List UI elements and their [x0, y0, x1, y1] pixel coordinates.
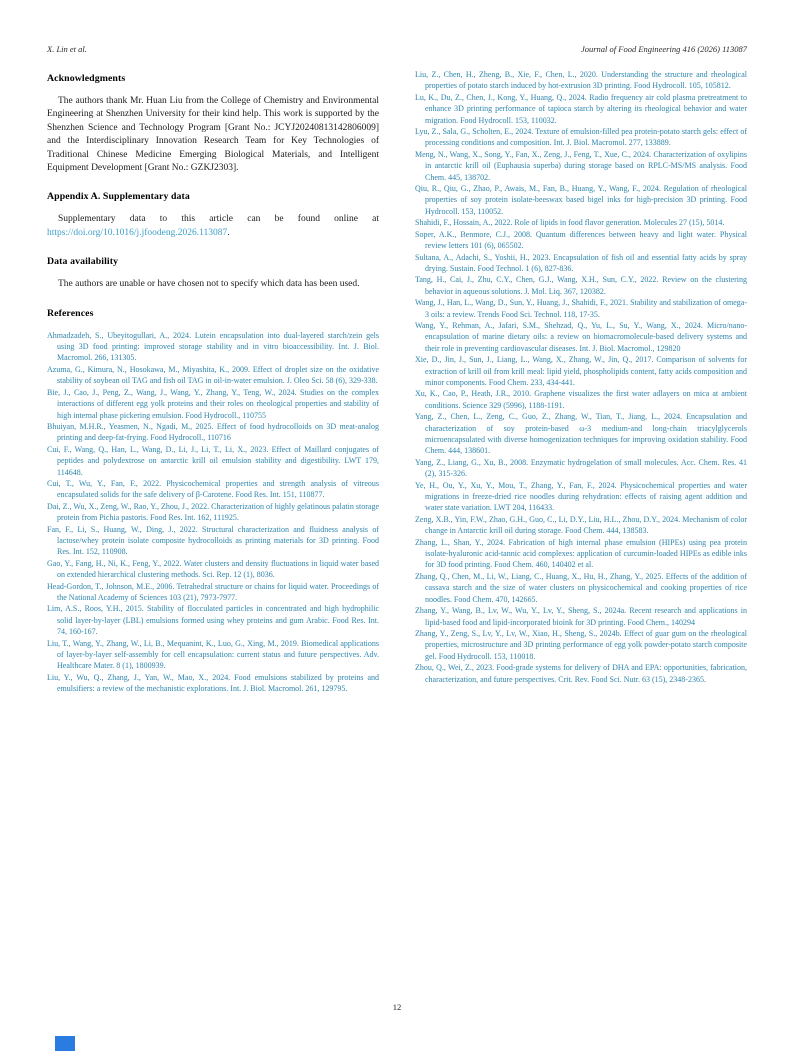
reference-entry: Bie, J., Cao, J., Peng, Z., Wang, J., Wang, Y., Zhang, Y., Teng, W., 2024. Studies on the complex interactions of different egg yolk proteins and their roles on rheological properties and stability of high internal phase pickering emulsion. Food Hydrocoll., 110755 [47, 387, 379, 420]
reference-entry: Zhang, L., Shan, Y., 2024. Fabrication of high internal phase emulsion (HIPEs) using pea protein isolate-hyaluronic acid-tannic acid complexes: application of curcumin-loaded HIPEs as edible inks for 3D food printing. Food Chem. 460, 140402 et al. [415, 537, 747, 570]
appendix-heading: Appendix A. Supplementary data [47, 191, 190, 203]
acknowledgments-heading: Acknowledgments [47, 73, 126, 84]
left-column [47, 64, 379, 695]
reference-entry: Xie, D., Jin, J., Sun, J., Liang, L., Wang, X., Zhang, W., Jin, Q., 2017. Comparison of solvents for extraction of krill oil from krill meal: lipid yield, phospholipids content, fatty acids composition and minor components. Food Chem. 233, 434-441. [415, 355, 747, 387]
reference-entry: Lyu, Z., Sala, G., Scholten, E., 2024. Texture of emulsion-filled pea protein-potato starch gels: effect of processing conditions and composition. Int. J. Biol. Macromol. 277, 133889. [415, 127, 747, 148]
reference-entry: Dai, Z., Wu, X., Zeng, W., Rao, Y., Zhou, J., 2022. Characterization of highly gelatinous palatin storage protein from Pichia pastoris. Food Res. Int. 162, 111925. [47, 501, 379, 523]
reference-entry: Xu, K., Cao, P., Heath, J.R., 2010. Graphene visualizes the first water adlayers on mica at ambient conditions. Science 329 (5996), 1188-1191. [415, 389, 747, 410]
reference-entry: Yang, Z., Liang, G., Xu, B., 2008. Enzymatic hydrogelation of small molecules. Acc. Chem. Res. 41 (2), 315-326. [415, 457, 747, 479]
reference-entry: Wang, Y., Rehman, A., Jafari, S.M., Shehzad, Q., Yu, L., Su, Y., Wang, X., 2024. Micro/nano-encapsulation of marine dietary oils: a review on biomacromolecule-based delivery systems and their role in preventing cardiovascular diseases. Int. J. Biol. Macromol., 129820 [415, 320, 747, 353]
reference-entry: Wang, J., Han, L., Wang, D., Sun, Y., Huang, J., Shahidi, F., 2021. Stability and stabilization of omega-3 oils: a review. Trends Food Sci. Technol. 118, 17-35. [415, 298, 747, 319]
appendix-text-prefix: Supplementary data to this article can be found online at [58, 214, 379, 225]
doi-link[interactable]: https://doi.org/10.1016/j.jfoodeng.2026.113087 [47, 227, 228, 238]
reference-entry: Sultana, A., Adachi, S., Yoshii, H., 2023. Encapsulation of fish oil and essential fatty acids by spray drying. Sustain. Food Technol. 1 (6), 827-836. [415, 252, 747, 273]
reference-entry: Zhang, Y., Zeng, S., Lv, Y., Lv, W., Xiao, H., Sheng, S., 2024b. Effect of guar gum on the rheological properties, microstructure and 3D printing performance of egg yolk powder-potato starch composite gel. Food Hydrocoll. 153, 110018. [415, 628, 747, 661]
reference-entry: Bhuiyan, M.H.R., Yeasmen, N., Ngadi, M., 2025. Effect of food hydrocolloids on 3D meat-analog printing and deep-fat-frying. Food Hydrocoll., 110716 [47, 421, 379, 443]
page-content [47, 64, 747, 695]
reference-entry: Meng, N., Wang, X., Song, Y., Fan, X., Zeng, J., Feng, T., Xue, C., 2024. Characterization of oxylipins in antarctic krill oil (Euphausia superba) during storage based on RPLC-MS/MS analysis. Food Chem. 445, 138702. [415, 149, 747, 182]
acknowledgments-text: The authors thank Mr. Huan Liu from the College of Chemistry and Environmental Engineering at Shenzhen University for their kind help. This work is supported by the Shenzhen Science and Technology Program [Grant No.: JCYJ20240813142806009] and the Interdisciplinary Innovation Research Team for Key Technologies of Traditional Chinese Medicine Emerging Biological Materials, and Intelligent Equipment Development [Grant No.: GZKJ2303]. [47, 96, 379, 174]
reference-list-right [415, 69, 747, 685]
reference-entry: Lim, A.S., Roos, Y.H., 2015. Stability of flocculated particles in concentrated and high hydrophilic solid layer-by-layer (LBL) emulsions formed using whey proteins and gum Arabic. Food Res. Int. 74, 160-167. [47, 604, 379, 637]
running-header [47, 44, 747, 54]
reference-entry: Ahmadzadeh, S., Ubeyitogullari, A., 2024. Lutein encapsulation into dual-layered starch/zein gels using 3D food printing: improved storage stability and in vitro bioaccessibility. Int. J. Biol. Macromol. 266, 131305. [47, 330, 379, 363]
data-availability-heading: Data availability [47, 256, 119, 268]
reference-entry: Liu, T., Wang, Y., Zhang, W., Li, B., Mequanint, K., Luo, G., Xing, M., 2019. Biomedical applications of layer-by-layer self-assembly for cell encapsulation: current status and future perspectives. Adv. Healthcare Mater. 8 (1), 1800939. [47, 638, 379, 671]
references-heading: References [47, 307, 94, 319]
reference-entry: Zhang, Y., Wang, B., Lv, W., Wu, Y., Lv, Y., Sheng, S., 2024a. Recent research and applications in lipid-based food and lipid-incorporated bioink for 3D printing. Food Chem., 140294 [415, 606, 747, 627]
running-header-authors: X. Lin et al. [47, 44, 87, 54]
reference-entry: Cui, T., Wu, Y., Fan, F., 2022. Physicochemical properties and strength analysis of vitreous encapsulated solids for the safe delivery of β-Carotene. Food Res. Int. 151, 110877. [47, 478, 379, 500]
reference-entry: Fan, F., Li, S., Huang, W., Ding, J., 2022. Structural characterization and fluidness analysis of lactose/whey protein isolate composite hydrocolloids as printing materials for 3D printing. Food Res. Int. 152, 110908. [47, 524, 379, 557]
reference-entry: Shahidi, F., Hossain, A., 2022. Role of lipids in food flavor generation. Molecules 27 (15), 5014. [415, 218, 725, 228]
appendix-text-suffix: . [227, 227, 230, 238]
reference-entry: Zhang, Q., Chen, M., Li, W., Liang, C., Huang, X., Hu, H., Zhang, Y., 2025. Effects of the addition of cassava starch and the size of water clusters on physicochemical and cooking properties of rice noodles. Food Chem. 470, 142665. [415, 571, 747, 604]
reference-entry: Cui, F., Wang, Q., Han, L., Wang, D., Li, J., Li, T., Li, X., 2023. Effect of Maillard conjugates of peptides and polydextrose on antarctic krill oil emulsion stability and digestibility. LWT 179, 114648. [47, 444, 379, 477]
appendix-text [47, 213, 379, 240]
reference-entry: Gao, Y., Fang, H., Ni, K., Feng, Y., 2022. Water clusters and density fluctuations in liquid water based on extended hierarchical clustering methods. Sci. Rep. 12 (1), 8036. [47, 558, 379, 580]
reference-entry: Lu, K., Du, Z., Chen, J., Kong, Y., Huang, Q., 2024. Radio frequency air cold plasma pretreatment to enhance 3D printing performance of tapioca starch by altering its rheological behavior and water migration. Food Hydrocoll. 153, 110032. [415, 92, 747, 125]
page-number: 12 [392, 1002, 402, 1012]
reference-entry: Yang, Z., Chen, L., Zeng, C., Guo, Z., Zhang, W., Tian, T., Jiang, L., 2024. Encapsulation and characterization of soy protein-based ω-3 medium-and long-chain triacylglycerols microencapsulated with diverse homogenization techniques for improving oxidation stability. Food Chem. 444, 138601. [415, 412, 747, 456]
reference-entry: Liu, Z., Chen, H., Zheng, B., Xie, F., Chen, L., 2020. Understanding the structure and rheological properties of potato starch induced by hot-extrusion 3D printing. Food Hydrocoll. 105, 105812. [415, 70, 747, 91]
reference-entry: Liu, Y., Wu, Q., Zhang, J., Yan, W., Mao, X., 2024. Food emulsions stabilized by proteins and emulsifiers: a review of the mechanistic explorations. Int. J. Biol. Macromol. 261, 129795. [47, 672, 379, 694]
data-availability-text: The authors are unable or have chosen not to specify which data has been used. [58, 279, 360, 290]
reference-entry: Azuma, G., Kimura, N., Hosokawa, M., Miyashita, K., 2009. Effect of droplet size on the oxidative stability of soybean oil TAG and fish oil TAG in oil-in-water emulsion. J. Oleo Sci. 58 (6), 329-338. [47, 364, 379, 386]
reference-entry: Qiu, R., Qiu, G., Zhao, P., Awais, M., Fan, B., Huang, Y., Wang, F., 2024. Regulation of rheological properties of soy protein isolate-beeswax based bigel inks for high-precision 3D printing. Food Hydrocoll. 153, 110052. [415, 184, 747, 216]
reference-entry: Zeng, X.B., Yin, F.W., Zhao, G.H., Guo, C., Li, D.Y., Liu, H.L., Zhou, D.Y., 2024. Mechanism of color change in Antarctic krill oil during storage. Food Chem. 444, 138583. [415, 514, 747, 536]
reference-entry: Soper, A.K., Benmore, C.J., 2008. Quantum differences between heavy and light water. Physical review letters 101 (6), 065502. [415, 229, 747, 251]
corner-blue-mark [55, 1036, 75, 1051]
reference-entry: Head-Gordon, T., Johnson, M.E., 2006. Tetrahedral structure or chains for liquid water. Proceedings of the National Academy of Sciences 103 (21), 7973-7977. [47, 581, 379, 602]
reference-list-left [47, 330, 379, 695]
reference-entry: Ye, H., Ou, Y., Xu, Y., Mou, T., Zhang, Y., Fan, F., 2024. Physicochemical properties and water migrations in freeze-dried rice noodles during rehydration: effects of raising agent addition and water state variation. LWT 204, 116433. [415, 480, 747, 513]
running-header-journal: Journal of Food Engineering 416 (2026) 113087 [580, 44, 747, 54]
right-column [415, 64, 747, 695]
reference-entry: Zhou, Q., Wei, Z., 2023. Food-grade systems for delivery of DHA and EPA: opportunities, fabrication, characterization, and future perspectives. Crit. Rev. Food Sci. Nutr. 63 (15), 2348-2365. [415, 663, 747, 684]
reference-entry: Tang, H., Cai, J., Zhu, C.Y., Chen, G.J., Wang, X.H., Sun, C.Y., 2022. Review on the clustering behavior in aqueous solutions. J. Mol. Liq. 367, 120382. [415, 275, 747, 296]
